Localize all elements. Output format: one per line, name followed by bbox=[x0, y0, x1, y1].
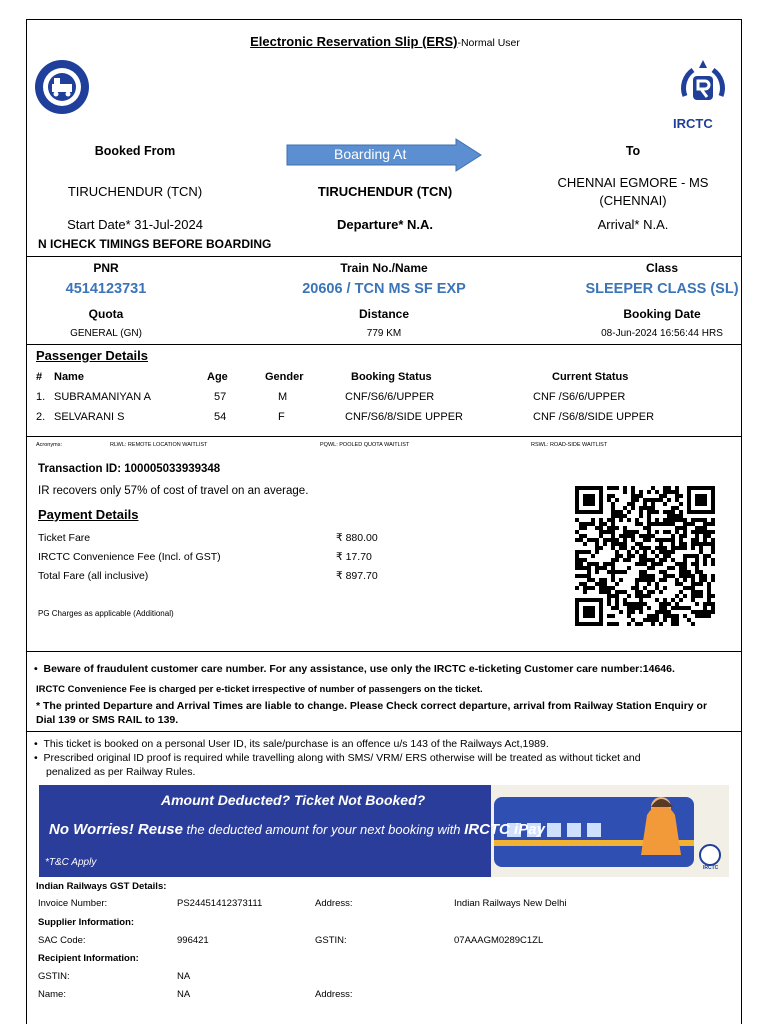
acronym-rswl: RSWL: ROAD-SIDE WAITLIST bbox=[531, 442, 608, 448]
divider bbox=[27, 436, 741, 437]
banner-message bbox=[49, 821, 545, 838]
irctc-ipay-banner[interactable] bbox=[39, 785, 729, 877]
recipient-heading: Recipient Information: bbox=[38, 953, 139, 964]
booked-from-label: Booked From bbox=[94, 144, 176, 158]
ticket-fare-label: Ticket Fare bbox=[38, 532, 91, 544]
boarding-at-label: Boarding At bbox=[334, 146, 407, 162]
fraud-notice-text: Beware of fraudulent customer care number. For any assistance, use only the IRCTC e-ticketing Customer care number:14646. bbox=[43, 663, 675, 675]
passenger-name: SELVARANI S bbox=[54, 411, 125, 423]
gstin-label: GSTIN: bbox=[315, 935, 347, 946]
from-station: TIRUCHENDUR (TCN) bbox=[67, 184, 203, 199]
distance-label: Distance bbox=[358, 307, 410, 321]
gstin-value: 07AAAGM0289C1ZL bbox=[454, 935, 544, 946]
recipient-gstin-value: NA bbox=[177, 971, 191, 982]
fraud-notice bbox=[34, 663, 675, 675]
boarding-at-arrow bbox=[286, 138, 482, 172]
acronym-pqwl: PQWL: POOLED QUOTA WAITLIST bbox=[320, 442, 410, 448]
row-number: 2. bbox=[36, 411, 46, 423]
bullet-icon: • bbox=[34, 738, 44, 750]
banner-message-brand: IRCTC iPay bbox=[464, 821, 545, 838]
banner-message-reuse: Reuse bbox=[137, 821, 183, 838]
ticket-fare-amount: ₹ 880.00 bbox=[336, 532, 378, 544]
booking-status: CNF/S6/6/UPPER bbox=[345, 391, 435, 403]
pg-charges-note: PG Charges as applicable (Additional) bbox=[38, 609, 174, 618]
irctc-logo-text: IRCTC bbox=[673, 116, 713, 131]
payment-details-heading: Payment Details bbox=[38, 507, 139, 522]
acronym-rlwl: RLWL: REMOTE LOCATION WAITLIST bbox=[110, 442, 208, 448]
convenience-fee-amount: ₹ 17.70 bbox=[336, 551, 372, 563]
bullet-icon: • bbox=[34, 752, 44, 764]
id-proof-notice bbox=[34, 752, 641, 764]
train-value: 20606 / TCN MS SF EXP bbox=[302, 281, 466, 297]
current-status: CNF /S6/6/UPPER bbox=[533, 391, 626, 403]
qr-code-icon bbox=[575, 486, 715, 626]
id-proof-text: Prescribed original ID proof is required while travelling along with SMS/ VRM/ ERS otherwise will be treated as without ticket and bbox=[43, 752, 641, 764]
column-header: Current Status bbox=[552, 371, 629, 383]
address-label: Address: bbox=[315, 898, 353, 909]
banner-message-prefix: No Worries! bbox=[49, 821, 138, 838]
acronyms-label: Acronyms: bbox=[36, 442, 62, 448]
bullet-icon: • bbox=[34, 663, 44, 675]
column-header: Age bbox=[207, 371, 228, 383]
recipient-address-label: Address: bbox=[315, 989, 353, 1000]
document-title bbox=[250, 34, 520, 49]
to-station-line2: (CHENNAI) bbox=[599, 193, 667, 208]
total-fare-amount: ₹ 897.70 bbox=[336, 570, 378, 582]
indian-railways-emblem-icon bbox=[35, 60, 89, 114]
irctc-emblem-icon bbox=[671, 56, 735, 116]
ers-ticket bbox=[26, 19, 742, 1024]
row-number: 1. bbox=[36, 391, 46, 403]
banner-message-middle: the deducted amount for your next booking with bbox=[182, 822, 465, 837]
start-date: Start Date* 31-Jul-2024 bbox=[67, 217, 203, 232]
quota-label: Quota bbox=[88, 307, 124, 321]
banner-irctc-logo: IRCTC bbox=[703, 865, 719, 871]
sac-label: SAC Code: bbox=[38, 935, 86, 946]
booking-date-label: Booking Date bbox=[623, 307, 701, 321]
indian-railways-logo bbox=[35, 60, 89, 114]
column-header: Gender bbox=[265, 371, 304, 383]
recipient-gstin-label: GSTIN: bbox=[38, 971, 70, 982]
quota-value: GENERAL (GN) bbox=[70, 328, 142, 339]
column-header: # bbox=[36, 371, 43, 383]
boarding-station: TIRUCHENDUR (TCN) bbox=[317, 184, 453, 199]
total-fare-label: Total Fare (all inclusive) bbox=[38, 570, 149, 582]
ticket-qr-code bbox=[575, 486, 715, 626]
address-value: Indian Railways New Delhi bbox=[454, 898, 567, 909]
gst-heading: Indian Railways GST Details: bbox=[36, 881, 167, 892]
departure-time: Departure* N.A. bbox=[336, 217, 434, 232]
passenger-age: 57 bbox=[214, 391, 227, 403]
passenger-details-heading: Passenger Details bbox=[36, 348, 149, 363]
class-value: SLEEPER CLASS (SL) bbox=[585, 281, 739, 297]
distance-value: 779 KM bbox=[366, 328, 402, 339]
column-header: Booking Status bbox=[351, 371, 432, 383]
irctc-logo bbox=[671, 56, 735, 132]
recipient-name-value: NA bbox=[177, 989, 191, 1000]
train-label: Train No./Name bbox=[340, 261, 428, 275]
timings-notice-line1: * The printed Departure and Arrival Times are liable to change. Please Check correct departure, arrival from Railway Station Enquiry or bbox=[36, 700, 708, 712]
divider bbox=[27, 651, 741, 652]
sac-value: 996421 bbox=[177, 935, 209, 946]
banner-headline: Amount Deducted? Ticket Not Booked? bbox=[161, 792, 426, 808]
invoice-label: Invoice Number: bbox=[38, 898, 108, 909]
current-status: CNF /S6/8/SIDE UPPER bbox=[533, 411, 655, 423]
ers-title: Electronic Reservation Slip (ERS) bbox=[250, 34, 458, 49]
arrival-time: Arrival* N.A. bbox=[597, 217, 669, 232]
transaction-id: Transaction ID: 100005033939348 bbox=[38, 463, 221, 475]
passenger-name: SUBRAMANIYAN A bbox=[54, 391, 151, 403]
column-header: Name bbox=[54, 371, 84, 383]
to-station-line1: CHENNAI EGMORE - MS bbox=[557, 175, 709, 190]
divider bbox=[27, 256, 741, 257]
pnr-value: 4514123731 bbox=[65, 281, 147, 297]
class-label: Class bbox=[645, 261, 679, 275]
user-type: -Normal User bbox=[457, 37, 520, 49]
passenger-age: 54 bbox=[214, 411, 227, 423]
banner-tnc: *T&C Apply bbox=[45, 857, 97, 868]
pnr-label: PNR bbox=[93, 261, 119, 275]
passenger-gender: F bbox=[278, 411, 285, 423]
booking-status: CNF/S6/8/SIDE UPPER bbox=[345, 411, 463, 423]
check-timings-note: N ICHECK TIMINGS BEFORE BOARDING bbox=[38, 237, 272, 251]
supplier-heading: Supplier Information: bbox=[38, 917, 135, 928]
id-proof-notice-line2: penalized as per Railway Rules. bbox=[46, 766, 196, 778]
convenience-fee-notice: IRCTC Convenience Fee is charged per e-ticket irrespective of number of passengers on the ticket. bbox=[36, 684, 483, 695]
divider bbox=[27, 344, 741, 345]
convenience-fee-label: IRCTC Convenience Fee (Incl. of GST) bbox=[38, 551, 221, 563]
recipient-name-label: Name: bbox=[38, 989, 66, 1000]
personal-id-text: This ticket is booked on a personal User ID, its sale/purchase is an offence u/s 143 of the Railways Act,1989. bbox=[43, 738, 549, 750]
timings-notice-line2: Dial 139 or SMS RAIL to 139. bbox=[36, 714, 179, 726]
personal-id-notice bbox=[34, 738, 549, 750]
to-label: To bbox=[625, 144, 641, 158]
divider bbox=[27, 731, 741, 732]
booking-date-value: 08-Jun-2024 16:56:44 HRS bbox=[601, 328, 723, 339]
passenger-gender: M bbox=[278, 391, 288, 403]
invoice-value: PS24451412373111 bbox=[177, 898, 263, 909]
recovery-note: IR recovers only 57% of cost of travel on an average. bbox=[38, 485, 309, 497]
